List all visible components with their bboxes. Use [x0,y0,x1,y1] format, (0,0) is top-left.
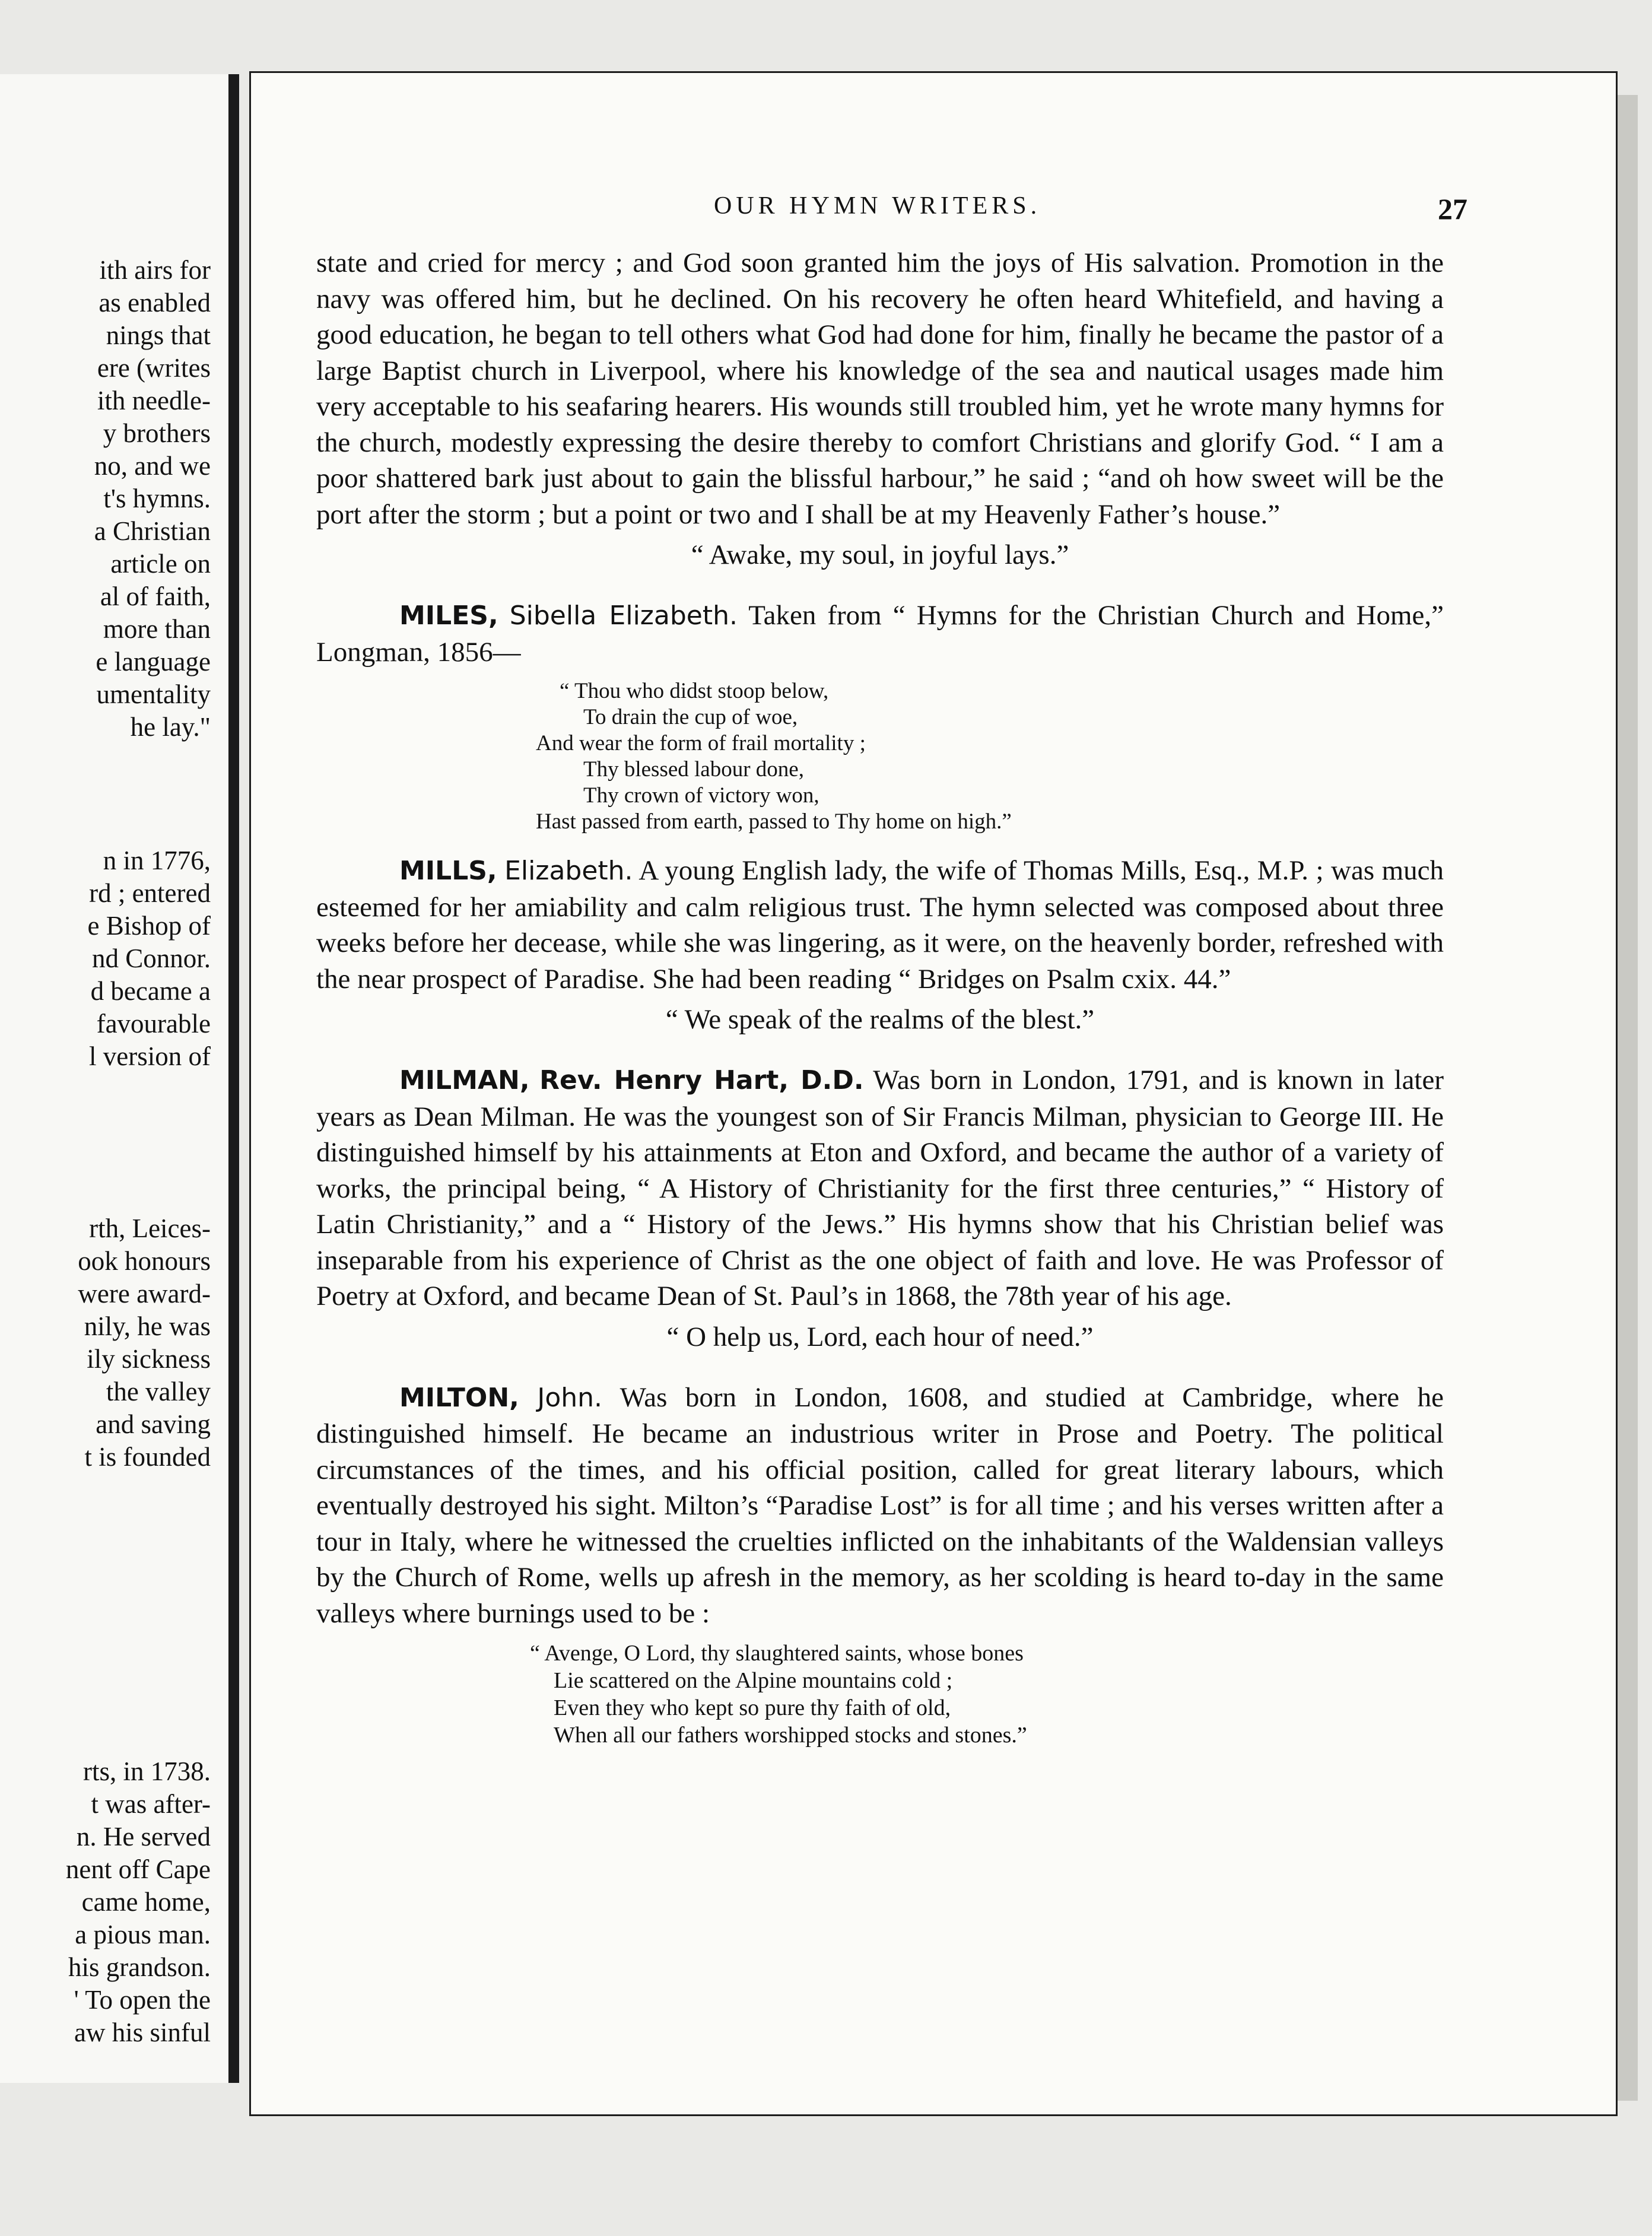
entry-given-name: John. [537,1382,603,1413]
verse-line: Thy crown of victory won, [583,783,819,808]
right-page [249,71,1618,2116]
verse-line: Thy blessed labour done, [583,757,804,782]
left-line: aw his sinful [74,2018,211,2047]
left-line: y brothers [103,418,211,448]
left-page-fragment [0,74,230,2083]
verse-line: And wear the form of frail mortality ; [536,731,866,755]
left-line: nent off Cape [65,1854,211,1884]
left-line: rts, in 1738. [82,1757,211,1786]
hymn-first-line: “ We speak of the realms of the blest.” [665,1004,1095,1035]
left-line: and saving [96,1409,211,1439]
verse-line: Lie scattered on the Alpine mountains cold ; [554,1668,953,1693]
left-line: t's hymns. [103,484,211,513]
left-line: more than [103,614,211,644]
verse-stanza [316,678,1444,835]
left-line: the valley [106,1377,211,1406]
verse-line: To drain the cup of woe, [583,705,798,729]
verse-stanza [316,1640,1444,1749]
entry-given-name: Elizabeth. [504,856,633,886]
page-content [316,245,1444,1767]
entry-name: MILTON, [399,1382,519,1413]
left-line: n in 1776, [103,846,211,875]
left-line: rth, Leices- [89,1214,211,1243]
verse-line: “ Thou who didst stoop below, [560,679,829,703]
verse-line: Hast passed from earth, passed to Thy home on high.” [536,809,1012,834]
left-line: d became a [90,976,211,1006]
left-line: rd ; entered [89,878,211,908]
entry-continued-text: state and cried for mercy ; and God soon granted him the joys of His salvation. Promotion in the navy was offered him, but he declined. On his recovery he often heard Whitefield, and having a good education, he began to tell others what God had done for him, finally he became the pastor of a large Baptist church in Liverpool, where his knowledge of the sea and nautical usages made him very acceptable to his seafaring hearers. His wounds still troubled him, yet he wrote many hymns for the church, modestly expressing the desire thereby to comfort Christians and glorify God. “ I am a poor shattered bark just about to gain the blissful harbour,” he said ; “and oh how sweet will be the port after the storm ; but a point or two and I shall be at my Heavenly Father’s house.” [316,247,1444,530]
page-edge [1614,95,1638,2101]
left-line: ook honours [78,1246,211,1276]
entry-mills [316,853,1444,997]
entry-text: Was born in London, 1791, and is known in later years as Dean Milman. He was the youngest son of Sir Francis Milman, physician to George III. He distinguished himself by his attainments at Eton and Oxford, and became the author of a variety of works, the principal being, “ A History of Christianity for the first three centuries,” “ History of Latin Christianity,” and a “ History of the Jews.” His hymns show that his Christian belief was inseparable from his experience of Christ as the one object of faith and love. He was Professor of Poetry at Oxford, and became Dean of St. Paul’s in 1868, the 78th year of his age. [316,1065,1444,1311]
left-line: ily sickness [87,1344,211,1374]
entry-miles [316,598,1444,670]
left-line: l version of [89,1041,211,1071]
left-line: came home, [81,1887,211,1917]
hymn-first-line: “ Awake, my soul, in joyful lays.” [691,539,1069,570]
entry-milman [316,1062,1444,1314]
page-header [251,192,1616,227]
entry-name: MILMAN, [399,1065,530,1095]
left-line: were award- [78,1279,211,1308]
left-line: nily, he was [84,1311,211,1341]
left-line: n. He served [76,1822,211,1851]
left-line: nings that [106,320,211,350]
left-line: ith needle- [97,386,211,415]
entry-name: MILLS, [399,856,497,886]
hymn-first-line: “ O help us, Lord, each hour of need.” [666,1321,1094,1352]
left-line: a Christian [94,516,211,546]
verse-line: “ Avenge, O Lord, thy slaughtered saints, whose bones [530,1641,1024,1666]
left-line: ith airs for [99,255,211,285]
left-line: ' To open the [74,1985,211,2015]
left-line: t was after- [91,1789,211,1819]
left-line: no, and we [94,451,211,481]
left-line: e language [96,647,211,676]
left-line: t is founded [84,1442,211,1472]
left-line: al of faith, [100,582,211,611]
entry-given-name: Sibella Elizabeth. [509,601,738,631]
left-line: a pious man. [75,1920,211,1949]
left-line: as enabled [99,288,211,317]
left-line: umentality [96,679,211,709]
book-spine [228,74,239,2083]
left-line: nd Connor. [91,944,211,973]
running-head: OUR HYMN WRITERS. [714,192,1041,220]
left-line: he lay." [130,712,211,742]
entry-text: Taken from “ Hymns for the Christian Church and Home,” Longman, 1856— [316,600,1444,668]
entry-text: A young English lady, the wife of Thomas Mills, Esq., M.P. ; was much esteemed for her amiability and calm religious trust. The hymn selected was composed about three weeks before her decease, while she was lingering, as it were, on the heavenly border, refreshed with the near prospect of Paradise. She had been reading “ Bridges on Psalm cxix. 44.” [316,855,1444,995]
entry-given-name: Rev. Henry Hart, D.D. [539,1065,864,1095]
verse-line: Even they who kept so pure thy faith of old, [554,1695,951,1720]
entry-name: MILES, [399,601,498,631]
left-line: favourable [96,1009,211,1038]
left-line: article on [110,549,211,579]
verse-line: When all our fathers worshipped stocks and stones.” [554,1723,1027,1748]
page-number: 27 [1438,192,1467,225]
entry-milton [316,1380,1444,1632]
entry-text: Was born in London, 1608, and studied at Cambridge, where he distinguished himself. He became an industrious writer in Prose and Poetry. The political circumstances of the times, and his official position, called for great literary labours, which eventually destroyed his sight. Milton’s “Paradise Lost” is for all time ; and his verses written after a tour in Italy, where he witnessed the cruelties inflicted on the inhabitants of the Waldensian valleys by the Church of Rome, wells up afresh in the memory, as her scolding is heard to-day in the same valleys where burnings used to be : [316,1381,1444,1629]
left-line: ere (writes [97,353,211,383]
left-line: e Bishop of [87,911,211,941]
left-line: his grandson. [68,1952,211,1982]
